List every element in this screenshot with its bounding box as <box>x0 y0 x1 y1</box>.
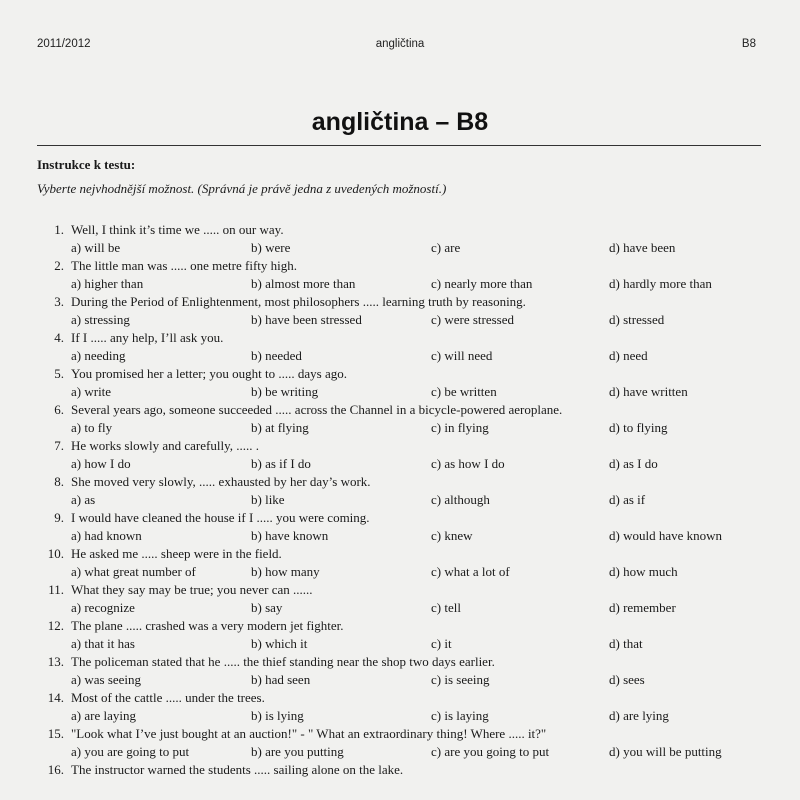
question-item <box>0 617 800 653</box>
answer-option[interactable]: a) you are going to put <box>71 744 190 759</box>
title-divider <box>37 145 761 146</box>
answer-option[interactable]: a) needing <box>71 348 126 363</box>
answer-option[interactable]: b) be writing <box>251 384 319 399</box>
instructions-heading: Instrukce k testu: <box>37 157 136 172</box>
answer-option[interactable]: d) you will be putting <box>609 744 722 759</box>
answer-option[interactable]: a) what great number of <box>71 564 196 579</box>
answer-option[interactable]: c) is seeing <box>431 672 490 687</box>
question-number: 15. <box>47 726 64 741</box>
question-number: 1. <box>54 222 64 237</box>
question-number: 11. <box>48 582 64 597</box>
question-item <box>0 761 800 797</box>
answer-option[interactable]: c) as how I do <box>431 456 505 471</box>
answer-option[interactable]: a) will be <box>71 240 121 255</box>
question-item <box>0 509 800 545</box>
answer-option[interactable]: d) have been <box>609 240 676 255</box>
answer-option[interactable]: d) remember <box>609 600 676 615</box>
answer-option[interactable]: c) what a lot of <box>431 564 510 579</box>
answer-option[interactable]: c) is laying <box>431 708 489 723</box>
question-number: 7. <box>54 438 64 453</box>
question-text: She moved very slowly, ..... exhausted by her day’s work. <box>71 474 371 489</box>
answer-option[interactable]: b) needed <box>251 348 302 363</box>
answer-option[interactable]: c) tell <box>431 600 461 615</box>
question-item <box>0 473 800 509</box>
answer-option[interactable]: b) are you putting <box>251 744 344 759</box>
question-number: 9. <box>54 510 64 525</box>
answer-option[interactable]: c) will need <box>431 348 493 363</box>
answer-option[interactable]: d) as I do <box>609 456 658 471</box>
question-number: 3. <box>54 294 64 309</box>
page-title: angličtina – B8 <box>311 108 489 136</box>
answer-option[interactable]: d) would have known <box>609 528 723 543</box>
answer-option[interactable]: b) as if I do <box>251 456 311 471</box>
question-text: "Look what I’ve just bought at an auction!" - " What an extraordinary thing! Where ..... it?" <box>71 726 547 741</box>
question-text: Well, I think it’s time we ..... on our way. <box>71 222 284 237</box>
question-number: 16. <box>47 762 64 777</box>
answer-option[interactable]: b) had seen <box>251 672 311 687</box>
question-number: 8. <box>54 474 64 489</box>
question-item <box>0 725 800 761</box>
answer-option[interactable]: d) sees <box>609 672 645 687</box>
answer-option[interactable]: a) are laying <box>71 708 136 723</box>
answer-option[interactable]: d) that <box>609 636 643 651</box>
question-item <box>0 689 800 725</box>
answer-option[interactable]: b) how many <box>251 564 320 579</box>
question-number: 5. <box>54 366 64 381</box>
question-text: He asked me ..... sheep were in the field. <box>71 546 282 561</box>
answer-option[interactable]: b) say <box>251 600 283 615</box>
answer-option[interactable]: b) almost more than <box>251 276 356 291</box>
answer-option[interactable]: a) to fly <box>71 420 113 435</box>
question-number: 10. <box>47 546 64 561</box>
question-item <box>0 581 800 617</box>
answer-option[interactable]: c) were stressed <box>431 312 515 327</box>
question-text: During the Period of Enlightenment, most philosophers ..... learning truth by reasoning. <box>71 294 526 309</box>
answer-option[interactable]: a) write <box>71 384 112 399</box>
question-text: The plane ..... crashed was a very modern jet fighter. <box>71 618 344 633</box>
question-number: 2. <box>54 258 64 273</box>
answer-option[interactable]: b) were <box>251 240 291 255</box>
answer-option[interactable]: d) need <box>609 348 648 363</box>
answer-option[interactable]: c) be written <box>431 384 497 399</box>
question-text: What they say may be true; you never can ...... <box>71 582 313 597</box>
answer-option[interactable]: d) stressed <box>609 312 665 327</box>
question-item <box>0 293 800 329</box>
answer-option[interactable]: c) in flying <box>431 420 489 435</box>
question-item <box>0 653 800 689</box>
answer-option[interactable]: b) is lying <box>251 708 304 723</box>
answer-option[interactable]: c) are <box>431 240 461 255</box>
header-code: B8 <box>741 38 756 50</box>
question-text: He works slowly and carefully, ..... . <box>71 438 259 453</box>
question-text: The instructor warned the students ..... sailing alone on the lake. <box>71 762 404 777</box>
answer-option[interactable]: a) recognize <box>71 600 135 615</box>
question-number: 14. <box>47 690 64 705</box>
answer-option[interactable]: a) higher than <box>71 276 144 291</box>
question-item <box>0 257 800 293</box>
answer-option[interactable]: c) nearly more than <box>431 276 533 291</box>
question-text: The policeman stated that he ..... the thief standing near the shop two days earlier. <box>71 654 495 669</box>
header-year: 2011/2012 <box>37 38 91 50</box>
question-item <box>0 401 800 437</box>
question-number: 4. <box>54 330 64 345</box>
question-item <box>0 329 800 365</box>
header-subject: angličtina <box>375 38 425 50</box>
question-text: I would have cleaned the house if I ..... you were coming. <box>71 510 370 525</box>
question-item <box>0 437 800 473</box>
question-text: The little man was ..... one metre fifty high. <box>71 258 297 273</box>
question-number: 13. <box>47 654 64 669</box>
answer-option[interactable]: d) are lying <box>609 708 669 723</box>
answer-option[interactable]: d) hardly more than <box>609 276 712 291</box>
answer-option[interactable]: b) have known <box>251 528 329 543</box>
question-item <box>0 221 800 257</box>
question-text: If I ..... any help, I’ll ask you. <box>71 330 224 345</box>
answer-option[interactable]: a) was seeing <box>71 672 142 687</box>
question-item <box>0 545 800 581</box>
answer-option[interactable]: c) although <box>431 492 490 507</box>
answer-option[interactable]: d) how much <box>609 564 678 579</box>
question-number: 6. <box>54 402 64 417</box>
question-number: 12. <box>47 618 64 633</box>
answer-option[interactable]: b) have been stressed <box>251 312 362 327</box>
question-text: Several years ago, someone succeeded ..... across the Channel in a bicycle-powered aeroplane. <box>71 402 563 417</box>
answer-option[interactable]: b) at flying <box>251 420 309 435</box>
answer-option[interactable]: a) that it has <box>71 636 135 651</box>
answer-option[interactable]: d) to flying <box>609 420 668 435</box>
instructions-text: Vyberte nejvhodnější možnost. (Správná je právě jedna z uvedených možností.) <box>37 181 447 196</box>
answer-option[interactable]: d) as if <box>609 492 646 507</box>
answer-option[interactable]: a) had known <box>71 528 142 543</box>
answer-option[interactable]: a) how I do <box>71 456 131 471</box>
answer-option[interactable]: a) stressing <box>71 312 130 327</box>
answer-option[interactable]: d) have written <box>609 384 688 399</box>
answer-option[interactable]: c) are you going to put <box>431 744 550 759</box>
question-text: Most of the cattle ..... under the trees. <box>71 690 265 705</box>
answer-option[interactable]: c) knew <box>431 528 473 543</box>
answer-option[interactable]: a) as <box>71 492 96 507</box>
answer-option[interactable]: c) it <box>431 636 452 651</box>
answer-option[interactable]: b) like <box>251 492 285 507</box>
answer-option[interactable]: b) which it <box>251 636 308 651</box>
question-item <box>0 365 800 401</box>
question-text: You promised her a letter; you ought to ..... days ago. <box>71 366 347 381</box>
